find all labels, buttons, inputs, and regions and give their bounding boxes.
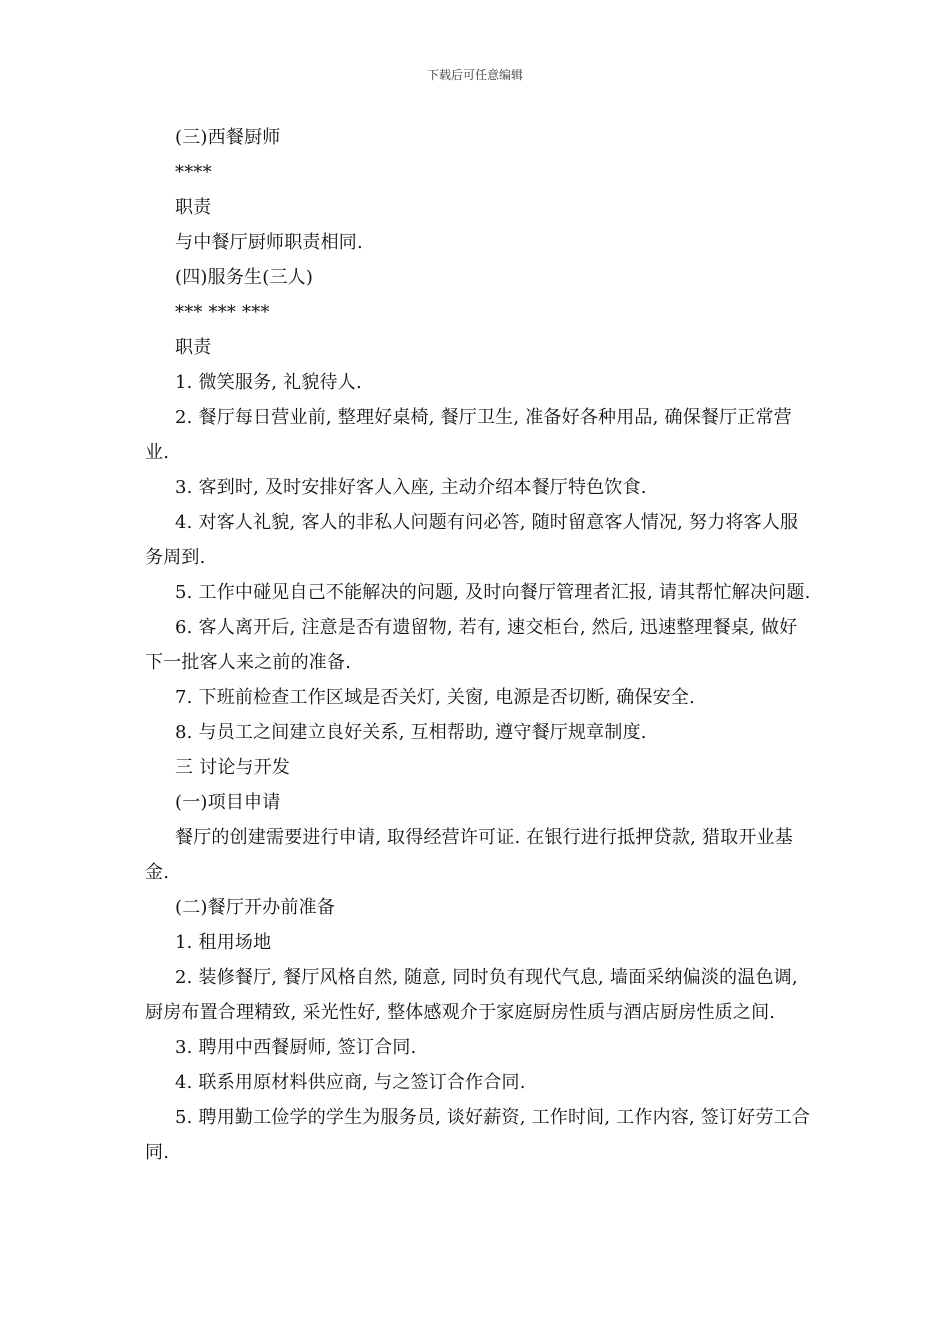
subsection-heading: (一)项目申请 xyxy=(175,792,281,813)
subheading: 职责 xyxy=(175,337,212,358)
list-item: 3. 聘用中西餐厨师, 签订合同. xyxy=(175,1037,417,1058)
section-heading: (三)西餐厨师 xyxy=(175,127,281,148)
section-heading: 三 讨论与开发 xyxy=(175,757,291,778)
list-item: 7. 下班前检查工作区域是否关灯, 关窗, 电源是否切断, 确保安全. xyxy=(175,687,695,708)
subsection-heading: (二)餐厅开办前准备 xyxy=(175,897,336,918)
list-item: 8. 与员工之间建立良好关系, 互相帮助, 遵守餐厅规章制度. xyxy=(175,722,647,743)
subheading: 职责 xyxy=(175,197,212,218)
list-item: 1. 租用场地 xyxy=(175,932,272,953)
page-header: 下载后可任意编辑 xyxy=(426,68,523,82)
list-item: 5. 工作中碰见自己不能解决的问题, 及时向餐厅管理者汇报, 请其帮忙解决问题. xyxy=(175,582,811,603)
document-body xyxy=(145,120,813,1170)
list-item: 4. 对客人礼貌, 客人的非私人问题有问必答, 随时留意客人情况, 努力将客人服务周到. xyxy=(145,512,799,568)
list-item: 3. 客到时, 及时安排好客人入座, 主动介绍本餐厅特色饮食. xyxy=(175,477,647,498)
list-item: 4. 联系用原材料供应商, 与之签订合作合同. xyxy=(175,1072,526,1093)
paragraph: 与中餐厅厨师职责相同. xyxy=(175,232,363,253)
list-item: 5. 聘用勤工俭学的学生为服务员, 谈好薪资, 工作时间, 工作内容, 签订好劳工合同. xyxy=(145,1107,811,1163)
name-placeholder: **** xyxy=(175,162,212,183)
paragraph: 餐厅的创建需要进行申请, 取得经营许可证. 在银行进行抵押贷款, 猎取开业基金. xyxy=(145,827,793,883)
section-heading: (四)服务生(三人) xyxy=(175,267,314,288)
name-placeholder: *** *** *** xyxy=(175,302,270,323)
list-item: 2. 装修餐厅, 餐厅风格自然, 随意, 同时负有现代气息, 墙面采纳偏淡的温色调, 厨房布置合理精致, 采光性好, 整体感观介于家庭厨房性质与酒店厨房性质之间. xyxy=(145,967,798,1023)
list-item: 1. 微笑服务, 礼貌待人. xyxy=(175,372,362,393)
list-item: 6. 客人离开后, 注意是否有遗留物, 若有, 速交柜台, 然后, 迅速整理餐桌, 做好下一批客人来之前的准备. xyxy=(145,617,798,673)
list-item: 2. 餐厅每日营业前, 整理好桌椅, 餐厅卫生, 准备好各种用品, 确保餐厅正常营业. xyxy=(145,407,792,463)
